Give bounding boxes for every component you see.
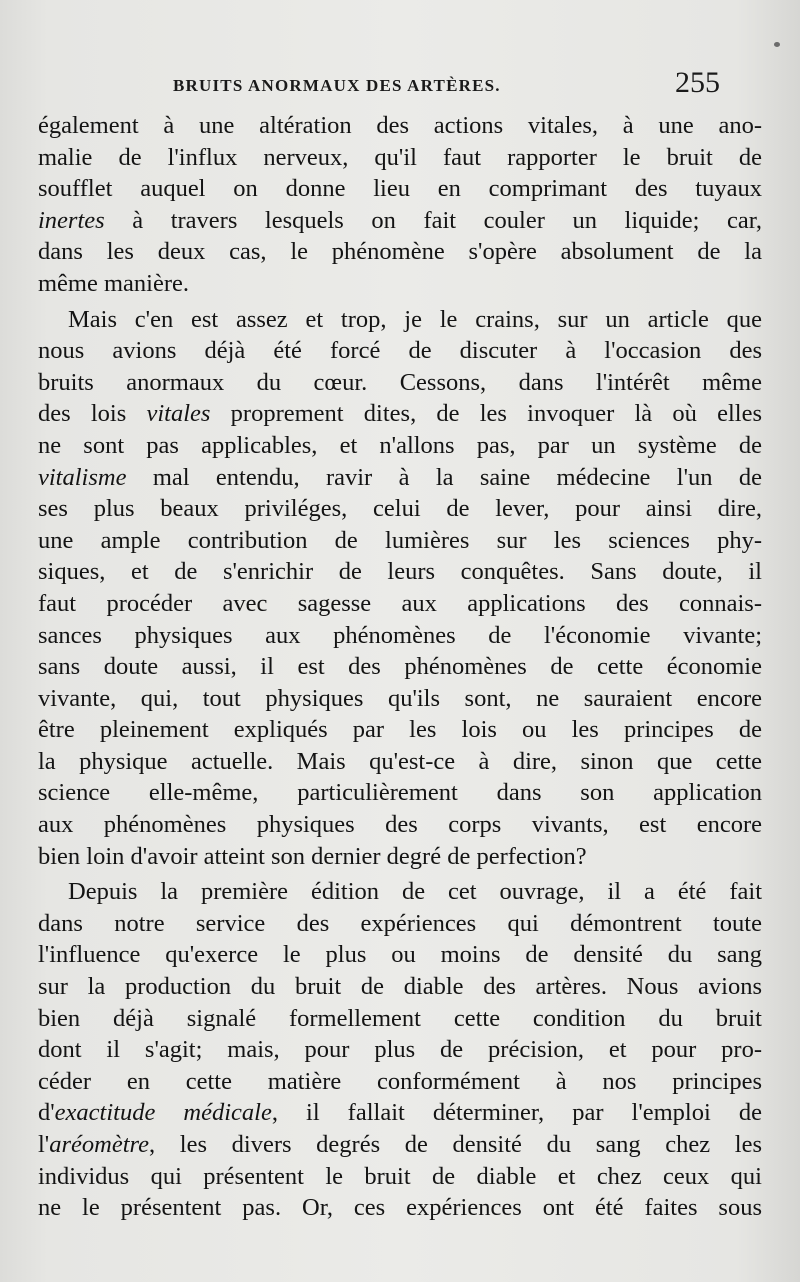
text-line: malie de l'influx nerveux, qu'il faut rapporter le bruit de [38, 143, 762, 171]
text-run: d' [38, 1099, 55, 1127]
paragraph [38, 110, 762, 300]
body-text [38, 110, 762, 1224]
text-line: dans les deux cas, le phénomène s'opère absolument de la [38, 238, 762, 266]
text-line: Depuis la première édition de cet ouvrage, il a été fait [68, 878, 762, 906]
text-line: science elle-même, particulièrement dans son application [38, 779, 762, 807]
text-line [38, 205, 762, 237]
text-line: nous avions déjà été forcé de discuter à l'occasion des [38, 337, 762, 365]
page-number: 255 [675, 66, 720, 99]
text-line: faut procéder avec sagesse aux applications des connais- [38, 589, 762, 617]
text-line: aux phénomènes physiques des corps vivants, est encore [38, 811, 762, 839]
text-line [38, 1129, 762, 1161]
text-line: même manière. [38, 269, 190, 297]
text-run: l' [38, 1131, 50, 1158]
text-run: , les divers degrés de densité du sang chez les [149, 1131, 762, 1158]
text-run: des lois [38, 400, 147, 428]
text-line: bien déjà signalé formellement cette condition du bruit [38, 1004, 762, 1032]
italic-term: vitalisme [38, 463, 127, 491]
text-line: ses plus beaux priviléges, celui de lever, pour ainsi dire, [38, 495, 762, 523]
text-line: sans doute aussi, il est des phénomènes de cette économie [38, 653, 762, 681]
text-line: l'influence qu'exerce le plus ou moins de densité du sang [38, 941, 762, 969]
text-line: dont il s'agit; mais, pour plus de précision, et pour pro- [38, 1036, 762, 1064]
text-line [38, 1097, 762, 1129]
text-line: ne le présentent pas. Or, ces expériences ont été faites sous [38, 1194, 762, 1222]
text-line [38, 398, 762, 430]
text-line: ne sont pas applicables, et n'allons pas, par un système de [38, 431, 762, 459]
text-line: céder en cette matière conformément à nos principes [38, 1067, 762, 1095]
text-line: bien loin d'avoir atteint son dernier degré de perfection? [38, 842, 587, 870]
text-line: également à une altération des actions vitales, à une ano- [38, 112, 762, 139]
italic-term: aréomètre [49, 1131, 150, 1158]
text-line: dans notre service des expériences qui démontrent toute [38, 909, 762, 937]
paragraph [38, 304, 762, 873]
italic-term: vitales [146, 400, 211, 428]
text-line: siques, et de s'enrichir de leurs conquêtes. Sans doute, il [38, 558, 762, 586]
text-line: bruits anormaux du cœur. Cessons, dans l'intérêt même [38, 368, 762, 396]
page-header [40, 66, 720, 106]
ink-speck [774, 42, 780, 47]
paragraph [38, 876, 762, 1224]
text-run: à travers lesquels on fait couler un liquide; car, [104, 206, 762, 234]
running-title: BRUITS ANORMAUX DES ARTÈRES. [173, 76, 501, 95]
text-line: vivante, qui, tout physiques qu'ils sont, ne sauraient encore [38, 684, 762, 712]
text-line [38, 462, 762, 494]
text-line: la physique actuelle. Mais qu'est-ce à dire, sinon que cette [38, 747, 762, 775]
text-line: soufflet auquel on donne lieu en comprimant des tuyaux [38, 175, 762, 203]
text-line: individus qui présentent le bruit de diable et chez ceux qui [38, 1162, 762, 1190]
text-line: Mais c'en est assez et trop, je le crains, sur un article que [68, 305, 762, 333]
text-line: être pleinement expliqués par les lois ou les principes de [38, 716, 762, 744]
text-run: mal entendu, ravir à la saine médecine l'un de [126, 463, 762, 491]
text-line: sur la production du bruit de diable des artères. Nous avions [38, 973, 762, 1001]
text-run: proprement dites, de les invoquer là où elles [210, 400, 762, 428]
text-line: une ample contribution de lumières sur les sciences phy- [38, 526, 762, 554]
text-line: sances physiques aux phénomènes de l'économie vivante; [38, 621, 762, 649]
text-run: , il fallait déterminer, par l'emploi de [271, 1099, 762, 1127]
italic-term: exactitude médicale [54, 1099, 272, 1127]
italic-term: inertes [38, 206, 105, 234]
